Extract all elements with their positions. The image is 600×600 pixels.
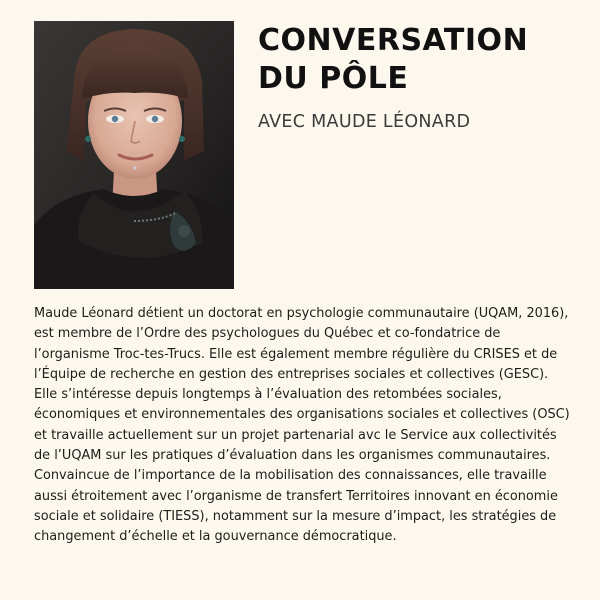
page-subtitle: AVEC MAUDE LÉONARD bbox=[258, 112, 471, 132]
bio-name: Maude Léonard bbox=[34, 306, 134, 321]
page-title bbox=[258, 22, 588, 98]
portrait-photo bbox=[34, 21, 234, 289]
title-line-1: CONVERSATION bbox=[258, 23, 529, 58]
bio-text: détient un doctorat en psychologie communautaire (UQAM, 2016), est membre de l’Ordre des psychologues du Québec et co-fondatrice de l’organisme Troc-tes-Trucs. Elle est également membre régulière du CRISES et de l’Équipe de recherche en gestion des entreprises sociales et collectives (GESC). Elle s’intéresse depuis longtemps à l’évaluation des retombées sociales, économiques et environnementales des organisations sociales et collectives (OSC) et travaille actuellement sur un projet partenarial avc le Service aux collectivités de l’UQAM sur les pratiques d’évaluation dans les organismes communautaires. Convaincue de l’importance de la mobilisation des connaissances, elle travaille aussi étroitement avec l’organisme de transfert Territoires innovant en économie sociale et solidaire (TIESS), notamment sur la mesure d’impact, les stratégies de changement d’échelle et la gouvernance démocratique. bbox=[34, 306, 570, 545]
portrait-illustration bbox=[34, 21, 234, 289]
title-line-2: DU PÔLE bbox=[258, 61, 409, 96]
biography-paragraph bbox=[34, 304, 570, 548]
